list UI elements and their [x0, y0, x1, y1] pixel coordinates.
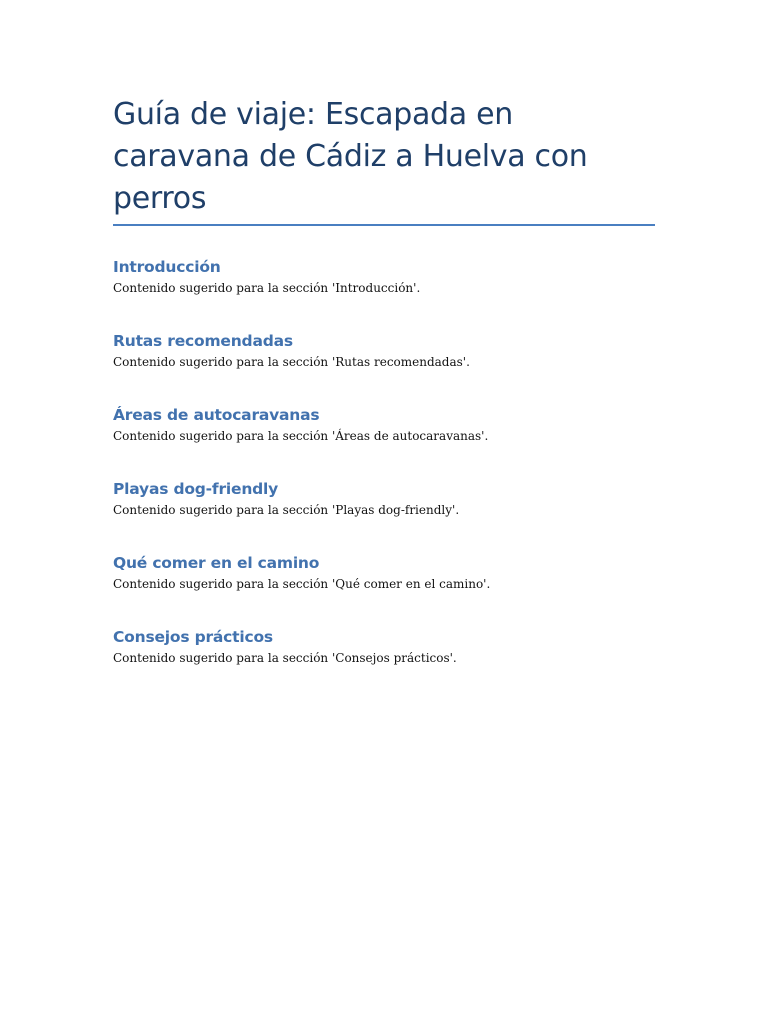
title-divider [113, 224, 655, 226]
document-title: Guía de viaje: Escapada en caravana de Cádiz a Huelva con perros [113, 97, 588, 216]
section-areas-autocaravanas [113, 404, 655, 444]
section-body: Contenido sugerido para la sección 'Áreas de autocaravanas'. [113, 429, 489, 443]
section-body: Contenido sugerido para la sección 'Introducción'. [113, 281, 421, 295]
section-que-comer [113, 552, 655, 592]
section-heading: Playas dog-friendly [113, 480, 279, 498]
section-heading: Rutas recomendadas [113, 332, 293, 350]
section-playas-dog-friendly [113, 478, 655, 518]
sections-list [113, 256, 655, 666]
section-rutas-recomendadas [113, 330, 655, 370]
section-heading: Consejos prácticos [113, 628, 273, 646]
section-heading: Áreas de autocaravanas [113, 406, 320, 424]
section-heading: Introducción [113, 258, 221, 276]
section-body: Contenido sugerido para la sección 'Playas dog-friendly'. [113, 503, 460, 517]
section-body: Contenido sugerido para la sección 'Qué comer en el camino'. [113, 577, 491, 591]
section-body: Contenido sugerido para la sección 'Rutas recomendadas'. [113, 355, 470, 369]
section-heading: Qué comer en el camino [113, 554, 320, 572]
section-consejos-practicos [113, 626, 655, 666]
section-body: Contenido sugerido para la sección 'Consejos prácticos'. [113, 651, 457, 665]
section-introduccion [113, 256, 655, 296]
